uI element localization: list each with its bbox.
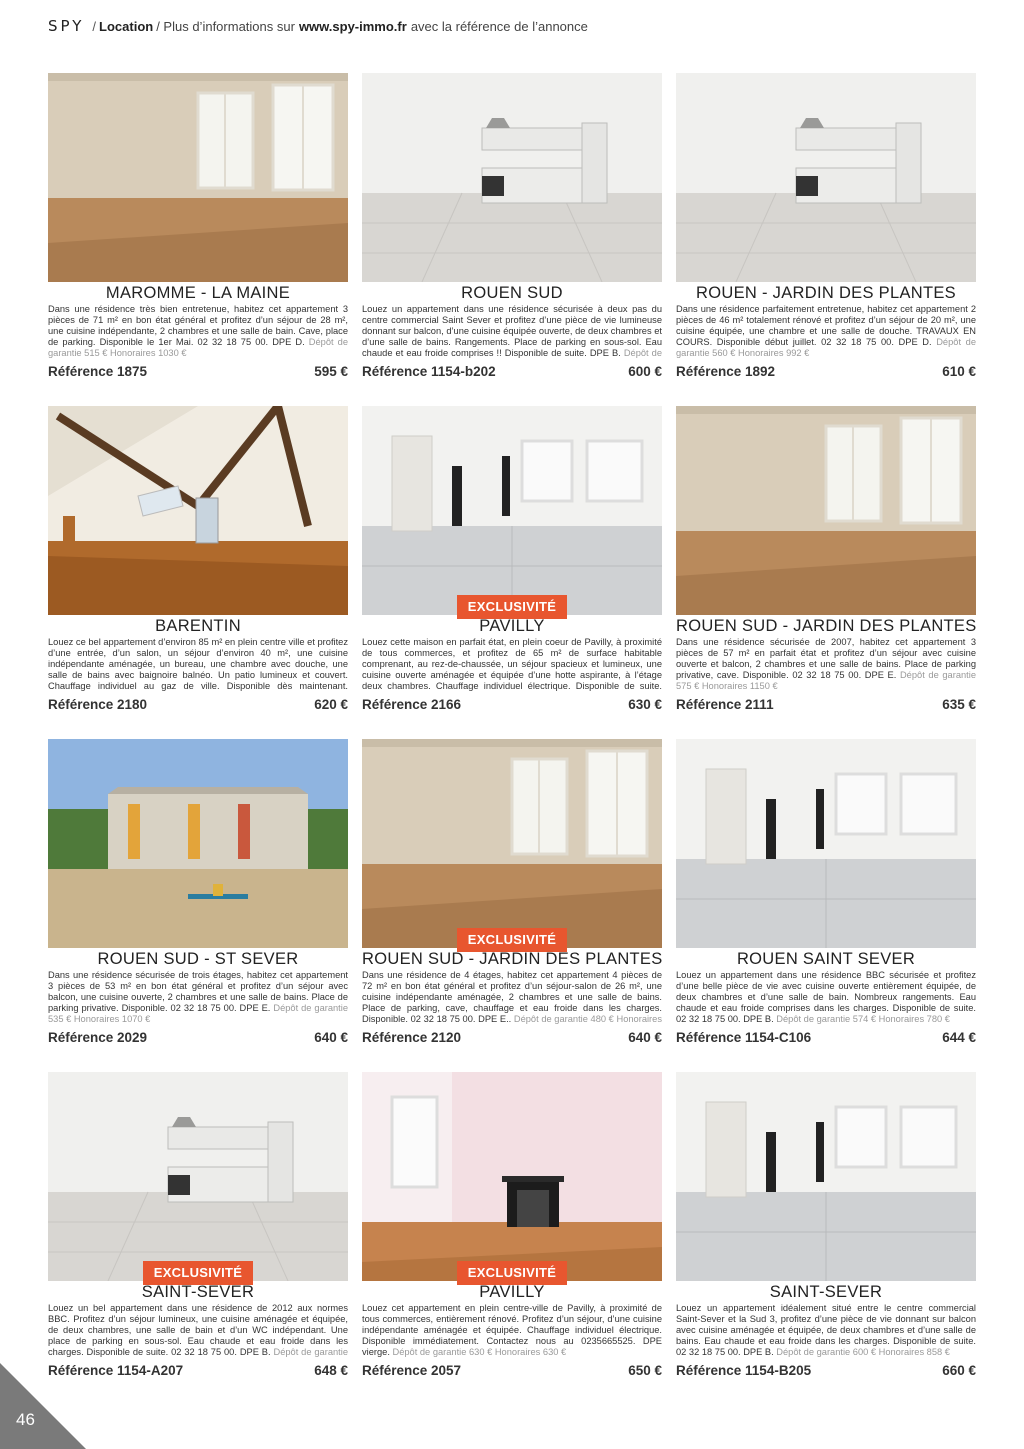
listing-card[interactable] [676, 739, 976, 1057]
living-room-photo [362, 739, 662, 948]
listing-fees: Dépôt de garantie 560 € Honoraires 992 € [676, 337, 976, 358]
living-room-photo [48, 73, 348, 282]
listing-reference: Référence 2111 [676, 697, 774, 712]
open-kitchen-photo [676, 1072, 976, 1281]
breadcrumb-separator: / [92, 18, 97, 34]
listing-title: BARENTIN [155, 617, 241, 635]
listing-card[interactable] [676, 406, 976, 724]
listing-price: 660 € [942, 1363, 976, 1378]
listing-price: 644 € [942, 1030, 976, 1045]
fireplace-room-photo [362, 1072, 662, 1281]
listing-card[interactable] [676, 1072, 976, 1390]
kitchen-photo [48, 1072, 348, 1281]
listing-description: Louez un bel appartement dans une résidence de 2012 aux normes BBC. Profitez d’un séjour lumineux, une cuisine aménagée et équipée, de deux chambres, une salle de bain et d’un WC indépendant. Une place de parking en sous-sol. Eau chaude et eau froide dans les charges. Disponible de suite. 02 32 18 75 00. DPE B. Dépôt de garantie [48, 1303, 348, 1359]
listing-price: 635 € [942, 697, 976, 712]
listing-price: 630 € [628, 697, 662, 712]
page-header [48, 15, 588, 37]
listing-card[interactable] [362, 406, 662, 724]
open-kitchen-photo [676, 739, 976, 948]
listing-reference: Référence 2120 [362, 1030, 462, 1045]
listing-title: ROUEN SUD [461, 284, 563, 302]
listing-reference: Référence 1154-b202 [362, 364, 496, 379]
listing-description: Dans une résidence parfaitement entretenue, habitez cet appartement 2 pièces de 46 m² totalement rénové et profitez d’un séjour de 20 m², une cuisine équipée, une chambre et une salle de douche. TRAVAUX EN COURS. Disponible début juillet. 02 32 18 75 00. DPE D. Dépôt de garantie 560 € Honoraires 992 € [676, 304, 976, 358]
listing-price: 640 € [628, 1030, 662, 1045]
listing-fees [219, 692, 290, 693]
breadcrumb-section: Location [99, 18, 154, 34]
listing-title: SAINT-SEVER [141, 1283, 255, 1301]
attic-room-photo [48, 406, 348, 615]
website-link[interactable]: www.spy-immo.fr [298, 18, 407, 34]
listing-reference: Référence 1154-B205 [676, 1363, 812, 1378]
listing-description: Louez ce bel appartement d’environ 85 m² en plein centre ville et profitez d’une entrée, d’un salon, un séjour d’environ 40 m², une cuisine indépendante aménagée, un bureau, une chambre avec douche, une salle de bains avec baignoire balnéo. Un patio lumineux et couvert. Chauffage individuel au gaz de ville. Disponible dès maintenant. [48, 637, 348, 693]
listing-fees: Dépôt de garantie 535 € Honoraires 1070 € [48, 1003, 348, 1024]
listing-card[interactable] [48, 406, 348, 724]
listing-title: ROUEN SUD - JARDIN DES PLANTES [362, 950, 663, 968]
listing-description: Dans une résidence très bien entretenue, habitez cet appartement 3 pièces de 71 m² en bon état général et profitez d’un séjour de 28 m², une cuisine indépendante, 2 chambres et une salle de bain. Cave, place de parking. Disponible le 1er Mai. 02 32 18 75 00. DPE D. Dépôt de garantie 515 € Honoraires 1030 € [48, 304, 348, 358]
listing-fees: Dépôt de garantie 575 € Honoraires 1150 € [676, 670, 976, 691]
listing-description: Dans une résidence de 4 étages, habitez cet appartement 4 pièces de 72 m² en bon état général et profitez d’un séjour-salon de 26 m², une cuisine indépendante aménagée, 2 chambres et une salle de bains. Place de parking, cave, chauffage et eau froide dans les charges. Disponible. 02 32 18 75 00. DPE E.. Dépôt de garantie 480 € Honoraires [362, 970, 662, 1026]
page-number: 46 [16, 1410, 35, 1429]
listing-title: SAINT-SEVER [769, 1283, 883, 1301]
listing-price: 648 € [314, 1363, 348, 1378]
listing-card[interactable] [362, 739, 662, 1057]
listing-description: Louez cet appartement en plein centre-ville de Pavilly, à proximité de tous commerces, entièrement rénové. Profitez d’un séjour, d’une cuisine indépendante aménagée et équipée. Chauffage individuel électrique. Disponible immédiatement. Contactez nous au 0235665525. DPE vierge. Dépôt de garantie 630 € Honoraires 630 € [362, 1303, 662, 1357]
header-text-before: / Plus d’informations sur [156, 18, 295, 34]
listing-reference: Référence 1154-C106 [676, 1030, 812, 1045]
listing-title: ROUEN - JARDIN DES PLANTES [696, 284, 956, 302]
listing-description: Louez un appartement dans une résidence BBC sécurisée et profitez d’une belle pièce de vie avec cuisine ouverte entièrement équipée, de deux chambres et d’une salle de bain. Nombreux rangements. Eau chaude et eau froide comprises dans les charges. Disponible de suite. 02 32 18 75 00. DPE B. Dépôt de garantie 574 € Honoraires 780 € [676, 970, 976, 1024]
listing-price: 640 € [314, 1030, 348, 1045]
listing-fees: Dépôt de garantie 574 € Honoraires 780 € [776, 1014, 950, 1024]
exclusivity-badge: EXCLUSIVITÉ [457, 1261, 567, 1285]
listing-fees: Dépôt de garantie [273, 1347, 348, 1357]
listing-fees: Dépôt de garantie 600 € Honoraires 858 € [776, 1347, 950, 1357]
living-room-photo [676, 406, 976, 615]
listing-description: Louez un appartement dans une résidence sécurisée à deux pas du centre commercial Saint Sever et profitez d’une pièce de vie lumineuse donnant sur balcon, d’une cuisine équipée ouverte, de deux chambres et d’une salle de bains. Rangements. Place de parking en sous-sol. Eau chaude et eau froide comprises !! Disponible de suite. DPE B. Dépôt de [362, 304, 662, 360]
listing-description: Dans une résidence sécurisée de 2007, habitez cet appartement 3 pièces de 57 m² en parfait état et profitez d’un séjour avec cuisine ouverte et balcon, 2 chambres et une salle de bains. Place de parking privative, cave. Disponible. 02 32 18 75 00. DPE E. Dépôt de garantie 575 € Honoraires 1150 € [676, 637, 976, 691]
kitchen-photo [362, 73, 662, 282]
listing-reference: Référence 1892 [676, 364, 776, 379]
listing-price: 610 € [942, 364, 976, 379]
listing-title: PAVILLY [479, 1283, 545, 1301]
listing-card[interactable] [48, 1072, 348, 1390]
listing-description: Dans une résidence sécurisée de trois étages, habitez cet appartement 3 pièces de 53 m² en bon état général et profitez d’un séjour avec balcon, une cuisine ouverte, 2 chambres et une salle de bains. Place de parking privative. Disponible. 02 32 18 75 00. DPE E. Dépôt de garantie 535 € Honoraires 1070 € [48, 970, 348, 1024]
listing-description: Louez cette maison en parfait état, en plein coeur de Pavilly, à proximité de tous commerces, et profitez de 65 m² de surface habitable comprenant, au rez-de-chaussée, un séjour spacieux et lumineux, une cuisine ouverte aménagée et équipée d’une hotte aspirante, à l’étage deux chambres. Chauffage individuel électrique. Disponible de suite. [362, 637, 662, 693]
exclusivity-badge: EXCLUSIVITÉ [143, 1261, 253, 1285]
listing-description: Louez un appartement idéalement situé entre le centre commercial Saint-Sever et la Sud 3, profitez d’une pièce de vie donnant sur balcon avec cuisine aménagée et équipée, de deux chambres et d’une salle de bains. Eau chaude et eau froide dans les charges. Disponible de suite. 02 32 18 75 00. DPE B. Dépôt de garantie 600 € Honoraires 858 € [676, 1303, 976, 1357]
header-text-after: avec la référence de l’annonce [410, 18, 588, 34]
listing-title: PAVILLY [479, 617, 545, 635]
listing-card[interactable] [48, 73, 348, 391]
listing-card[interactable] [676, 73, 976, 391]
exclusivity-badge: EXCLUSIVITÉ [457, 595, 567, 619]
open-kitchen-photo [362, 406, 662, 615]
listing-title: MAROMME - LA MAINE [105, 284, 291, 302]
listing-card[interactable] [362, 73, 662, 391]
listing-fees: Dépôt de [623, 348, 662, 358]
listing-price: 600 € [628, 364, 662, 379]
page-corner-triangle [0, 1363, 86, 1449]
exclusivity-badge: EXCLUSIVITÉ [457, 928, 567, 952]
listing-fees: Dépôt de garantie 515 € Honoraires 1030 € [48, 337, 348, 358]
listing-title: ROUEN SUD - JARDIN DES PLANTES [676, 617, 977, 635]
listing-card[interactable] [362, 1072, 662, 1390]
listing-title: ROUEN SAINT SEVER [736, 950, 916, 968]
listing-reference: Référence 2057 [362, 1363, 462, 1378]
listing-price: 595 € [314, 364, 348, 379]
listing-reference: Référence 1875 [48, 364, 148, 379]
building-exterior-photo [48, 739, 348, 948]
listing-reference: Référence 2180 [48, 697, 148, 712]
listing-price: 650 € [628, 1363, 662, 1378]
listing-fees: Dépôt de garantie 630 € Honoraires 630 € [392, 1347, 567, 1357]
listing-reference: Référence 2166 [362, 697, 462, 712]
listing-reference: Référence 2029 [48, 1030, 148, 1045]
listing-card[interactable] [48, 739, 348, 1057]
listing-title: ROUEN SUD - ST SEVER [97, 950, 299, 968]
spy-logo: SPY [48, 17, 85, 35]
listing-fees: Dépôt de garantie 480 € Honoraires [513, 1014, 662, 1024]
kitchen-photo [676, 73, 976, 282]
listing-price: 620 € [314, 697, 348, 712]
listing-reference: Référence 1154-A207 [48, 1363, 184, 1378]
